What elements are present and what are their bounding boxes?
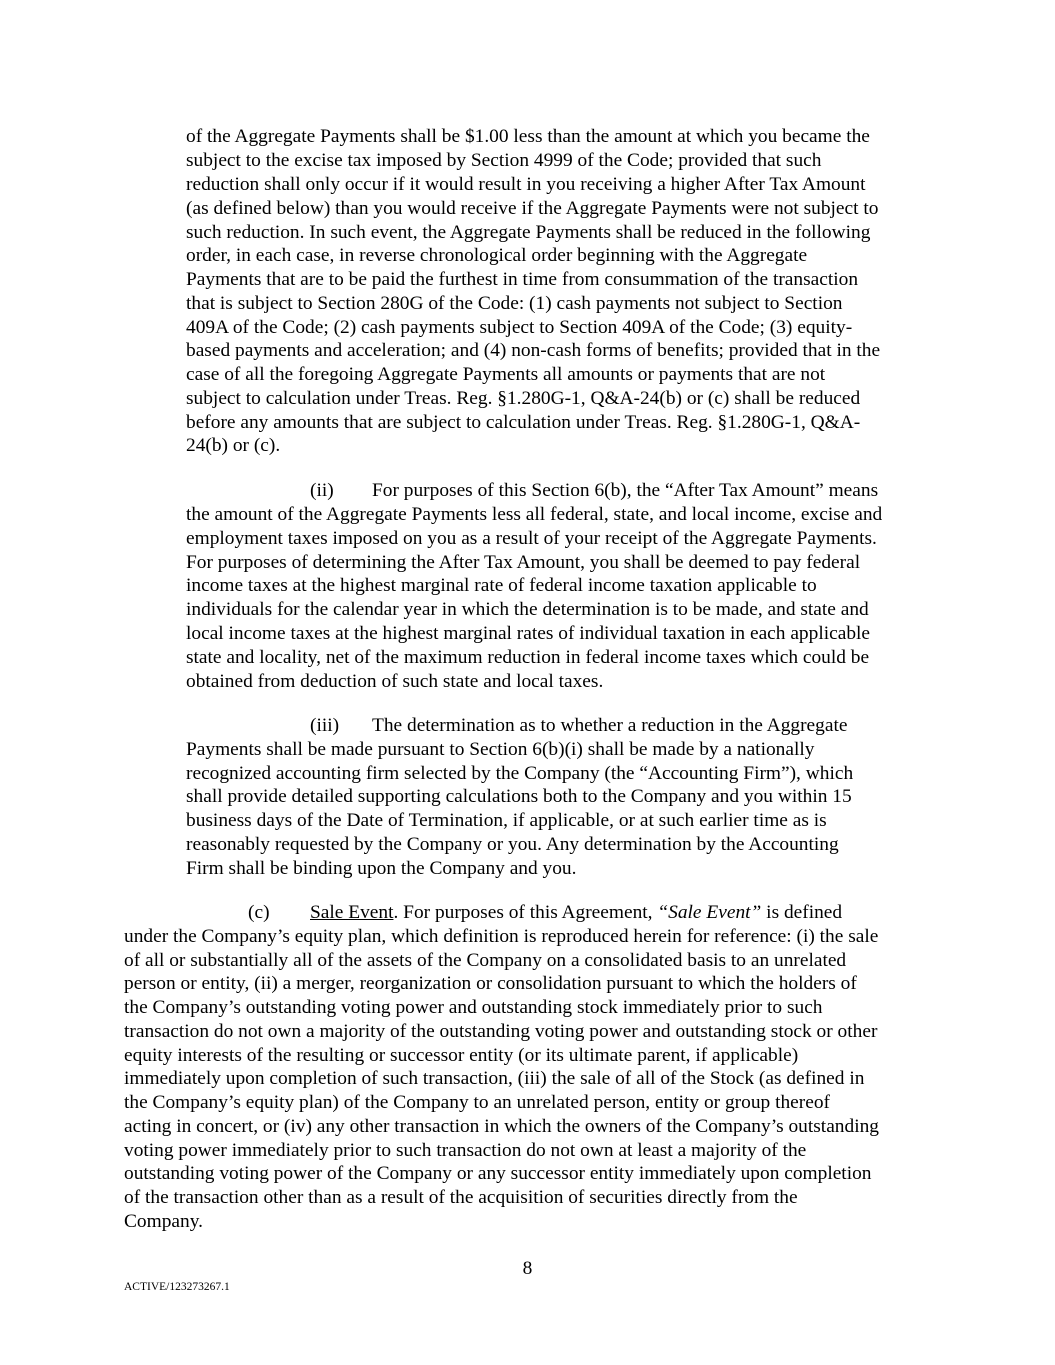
paragraph-ii-line: the amount of the Aggregate Payments less all federal, state, and local income, excise and xyxy=(186,504,883,525)
section-c-line: of the transaction other than as a result of the acquisition of securities directly from the xyxy=(124,1187,798,1208)
paragraph-i-line: such reduction. In such event, the Aggregate Payments shall be reduced in the following xyxy=(186,222,871,243)
paragraph-ii-line: state and locality, net of the maximum reduction in federal income taxes which could be xyxy=(186,647,870,668)
section-c-line: of all or substantially all of the assets of the Company on a consolidated basis to an unrelated xyxy=(124,950,847,971)
paragraph-ii-line: individuals for the calendar year in which the determination is to be made, and state and xyxy=(186,599,869,620)
paragraph-i-line: case of all the foregoing Aggregate Payments all amounts or payments that are not xyxy=(186,364,826,385)
paragraph-iii-line: The determination as to whether a reduction in the Aggregate xyxy=(372,715,848,736)
paragraph-i-line: subject to the excise tax imposed by Section 4999 of the Code; provided that such xyxy=(186,150,822,171)
section-c-intro-tail: is defined xyxy=(761,902,843,923)
document-id: ACTIVE/123273267.1 xyxy=(124,1281,230,1293)
page-number: 8 xyxy=(522,1258,533,1279)
paragraph-iii-line: shall provide detailed supporting calculations both to the Company and you within 15 xyxy=(186,786,852,807)
paragraph-ii-line: For purposes of determining the After Tax Amount, you shall be deemed to pay federal xyxy=(186,552,861,573)
paragraph-iii-line: business days of the Date of Termination, if applicable, or at such earlier time as is xyxy=(186,810,827,831)
paragraph-i-line: based payments and acceleration; and (4) non-cash forms of benefits; provided that in the xyxy=(186,340,881,361)
section-c-line: the Company’s equity plan) of the Company to an unrelated person, entity or group thereof xyxy=(124,1092,830,1113)
paragraph-ii-line: local income taxes at the highest marginal rates of individual taxation in each applicable xyxy=(186,623,871,644)
paragraph-ii-line: obtained from deduction of such state and local taxes. xyxy=(186,671,604,692)
section-c-line: immediately upon completion of such transaction, (iii) the sale of all of the Stock (as defined in xyxy=(124,1068,865,1089)
section-c-line: transaction do not own a majority of the outstanding voting power and outstanding stock or other xyxy=(124,1021,878,1042)
paragraph-ii-number: (ii) xyxy=(310,480,334,501)
section-c-defined-term: “Sale Event” xyxy=(657,902,762,923)
paragraph-i-line: (as defined below) than you would receive if the Aggregate Payments were not subject to xyxy=(186,198,879,219)
paragraph-iii-line: recognized accounting firm selected by the Company (the “Accounting Firm”), which xyxy=(186,763,854,784)
paragraph-i-line: that is subject to Section 280G of the Code: (1) cash payments not subject to Section xyxy=(186,293,843,314)
paragraph-i-line: Payments that are to be paid the furthest in time from consummation of the transaction xyxy=(186,269,859,290)
paragraph-ii-line: income taxes at the highest marginal rate of federal income taxation applicable to xyxy=(186,575,817,596)
paragraph-iii-number: (iii) xyxy=(310,715,340,736)
section-c-intro: . For purposes of this Agreement, xyxy=(393,902,658,923)
section-c-number: (c) xyxy=(248,902,270,923)
paragraph-iii-line: reasonably requested by the Company or you. Any determination by the Accounting xyxy=(186,834,839,855)
section-c-line: Company. xyxy=(124,1211,203,1232)
paragraph-i-line: 409A of the Code; (2) cash payments subject to Section 409A of the Code; (3) equity- xyxy=(186,317,853,338)
paragraph-i-line: reduction shall only occur if it would result in you receiving a higher After Tax Amount xyxy=(186,174,866,195)
section-c-line: acting in concert, or (iv) any other transaction in which the owners of the Company’s outstanding xyxy=(124,1116,879,1137)
paragraph-i-line: before any amounts that are subject to calculation under Treas. Reg. §1.280G-1, Q&A- xyxy=(186,412,861,433)
section-c-line: voting power immediately prior to such transaction do not own at least a majority of the xyxy=(124,1140,807,1161)
section-c-heading: Sale Event xyxy=(310,902,394,923)
section-c-line: person or entity, (ii) a merger, reorganization or consolidation pursuant to which the holders of xyxy=(124,973,857,994)
paragraph-iii-line: Payments shall be made pursuant to Section 6(b)(i) shall be made by a nationally xyxy=(186,739,815,760)
paragraph-i-line: of the Aggregate Payments shall be $1.00 less than the amount at which you became the xyxy=(186,126,870,147)
section-c-first-line xyxy=(310,901,842,925)
paragraph-ii-line: employment taxes imposed on you as a result of your receipt of the Aggregate Payments. xyxy=(186,528,877,549)
paragraph-iii-line: Firm shall be binding upon the Company and you. xyxy=(186,858,577,879)
section-c-line: under the Company’s equity plan, which definition is reproduced herein for reference: (i) the sale xyxy=(124,926,879,947)
paragraph-i-line: subject to calculation under Treas. Reg. §1.280G-1, Q&A-24(b) or (c) shall be reduced xyxy=(186,388,861,409)
paragraph-ii-line: For purposes of this Section 6(b), the “After Tax Amount” means xyxy=(372,480,879,501)
section-c-line: outstanding voting power of the Company or any successor entity immediately upon completion xyxy=(124,1163,872,1184)
paragraph-i-line: order, in each case, in reverse chronological order beginning with the Aggregate xyxy=(186,245,808,266)
section-c-line: equity interests of the resulting or successor entity (or its ultimate parent, if applicable) xyxy=(124,1045,799,1066)
paragraph-i-line: 24(b) or (c). xyxy=(186,435,281,456)
section-c-line: the Company’s outstanding voting power and outstanding stock immediately prior to such xyxy=(124,997,823,1018)
